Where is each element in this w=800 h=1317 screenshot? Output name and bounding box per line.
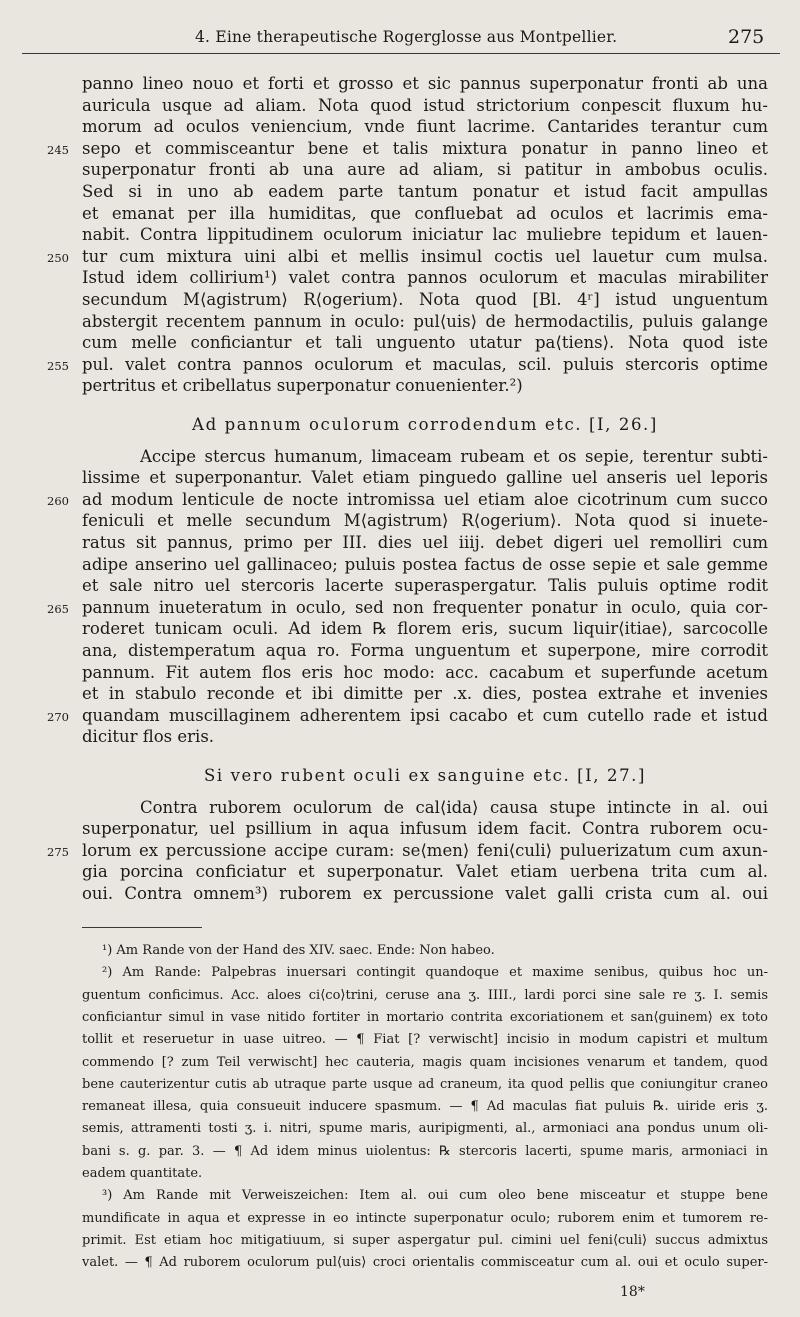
line-number: 250 — [47, 250, 69, 265]
text-line: ana, distemperatum aqua ro. Forma unguentum et superpone, mire corrodit — [82, 641, 768, 660]
text-line: pannum. Fit autem flos eris hoc modo: acc. cacabum et superfunde acetum — [82, 662, 768, 682]
footnote-line: ²) Am Rande: Palpebras inuersari contingit quandoque et maxime senibus, quibus hoc un- — [102, 965, 768, 981]
text-line: Contra ruborem oculorum de cal⟨ida⟩ causa stupe intincte in al. oui — [140, 797, 768, 817]
text-line: gia porcina conficiatur et superponatur. Valet etiam uerbena trita cum al. — [82, 862, 768, 882]
footnote-line: ¹) Am Rande von der Hand des XIV. saec. Ende: Non habeo. — [102, 943, 495, 958]
text-line: Istud idem collirium¹) valet contra pannos oculorum et maculas mirabiliter — [82, 268, 768, 288]
footnote-line: primit. Est etiam hoc mitigatiuum, si super aspergatur pul. cimini uel feni⟨culi⟩ succus admixtus — [82, 1232, 768, 1248]
footnote-line: eadem quantitate. — [82, 1166, 203, 1181]
signature-mark: 18* — [620, 1284, 645, 1300]
text-line: dicitur flos eris. — [82, 727, 215, 747]
footnote-line: valet. — ¶ Ad ruborem oculorum pul⟨uis⟩ croci orientalis commisceatur cum al. oui et oculo super- — [82, 1255, 768, 1271]
text-line: abstergit recentem pannum in oculo: pul⟨uis⟩ de hermodactilis, puluis galange — [82, 311, 768, 331]
footnote-line: tollit et reseruetur in uase uitreo. — ¶ Fiat [? verwischt] incisio in modum capistri et multum — [82, 1032, 768, 1048]
text-line: ad modum lenticule de nocte intromissa uel etiam aloe cicotrinum cum succo — [82, 489, 768, 509]
running-head — [0, 18, 800, 48]
text-line: Accipe stercus humanum, limaceam rubeam et os sepie, terentur subti- — [140, 446, 768, 466]
line-number: 255 — [47, 358, 69, 373]
header-rule — [22, 53, 780, 54]
text-line: et emanat per illa humiditas, que confluebat ad oculos et lacrimis ema- — [82, 203, 768, 223]
footnote-rule — [82, 927, 202, 928]
text-line: oui. Contra omnem³) ruborem ex percussione valet galli crista cum al. oui — [82, 884, 768, 903]
text-line: nabit. Contra lippitudinem oculorum iniciatur lac muliebre tepidum et lauen- — [82, 225, 768, 245]
text-line: superponatur fronti ab una aure ad aliam, si patitur in ambobus oculis. — [82, 160, 768, 180]
text-line: sepo et commisceantur bene et talis mixtura ponatur in panno lineo et — [82, 138, 768, 158]
section-heading: Ad pannum oculorum corrodendum etc. [I, 26.] — [192, 415, 658, 434]
footnote-line: mundificate in aqua et expresse in eo intincte superponatur oculo; ruborem enim et tumorem re- — [82, 1210, 768, 1226]
footnote-line: bani s. g. par. 3. — ¶ Ad idem minus uiolentus: ℞ stercoris lacerti, spume maris, armoniaci in — [82, 1143, 768, 1159]
text-line: et sale nitro uel stercoris lacerte superaspergatur. Talis puluis optime rodit — [82, 576, 768, 596]
text-line: morum ad oculos veniencium, vnde fiunt lacrime. Cantarides terantur cum — [82, 117, 768, 137]
text-line: superponatur, uel psillium in aqua infusum idem facit. Contra ruborem ocu- — [82, 819, 768, 839]
footnote-line: guentum conficimus. Acc. aloes ci⟨co⟩trini, ceruse ana ʒ. IIII., lardi porci sine sale re ʒ. I. semis — [82, 987, 768, 1003]
text-line: roderet tunicam oculi. Ad idem ℞ florem eris, sucum liquir⟨itiae⟩, sarcocolle — [82, 619, 768, 639]
text-line: pannum inueteratum in oculo, sed non frequenter ponatur in oculo, quia cor- — [82, 597, 768, 617]
line-number: 260 — [47, 493, 69, 508]
line-number: 265 — [47, 601, 69, 616]
text-line: et in stabulo reconde et ibi dimitte per .x. dies, postea extrahe et invenies — [82, 684, 768, 704]
text-line: quandam muscillaginem adherentem ipsi cacabo et cum cutello rade et istud — [82, 705, 768, 725]
text-line: panno lineo nouo et forti et grosso et sic pannus superponatur fronti ab una — [82, 74, 768, 93]
footnote-line: conficiantur simul in vase nitido fortiter in mortario contrita excoriationem et san⟨guinem⟩ ex toto — [82, 1009, 768, 1025]
footnote-line: bene cauterizentur cutis ab utraque parte usque ad craneum, ita quod pellis que coniungitur craneo — [82, 1076, 768, 1092]
line-number: 270 — [47, 709, 69, 724]
text-line: auricula usque ad aliam. Nota quod istud strictorium conpescit fluxum hu- — [82, 95, 768, 115]
running-head-title: 4. Eine therapeutische Rogerglosse aus Montpellier. — [195, 28, 618, 46]
line-number: 245 — [47, 142, 69, 157]
text-line: feniculi et melle secundum M⟨agistrum⟩ R⟨ogerium⟩. Nota quod si inuete- — [82, 511, 768, 531]
text-line: lorum ex percussione accipe curam: se⟨men⟩ feni⟨culi⟩ puluerizatum cum axun- — [82, 840, 768, 860]
page-number: 275 — [728, 26, 765, 48]
text-line: cum melle conficiantur et tali unguento utatur pa⟨tiens⟩. Nota quod iste — [82, 333, 768, 353]
text-line: adipe anserino uel gallinaceo; puluis postea factus de osse sepie et sale gemme — [82, 554, 768, 574]
text-line: ratus sit pannus, primo per III. dies uel iiij. debet digeri uel remolliri cum — [82, 533, 768, 552]
text-line: Sed si in uno ab eadem parte tantum ponatur et istud facit ampullas — [82, 182, 768, 201]
footnote-line: commendo [? zum Teil verwischt] hec cauteria, magis quam incisiones venarum et tandem, quod — [82, 1054, 768, 1070]
text-line: pul. valet contra pannos oculorum et maculas, scil. puluis stercoris optime — [82, 354, 768, 374]
section-heading: Si vero rubent oculi ex sanguine etc. [I, 27.] — [203, 766, 647, 785]
footnote-line: ³) Am Rande mit Verweiszeichen: Item al. oui cum oleo bene misceatur et stuppe bene — [102, 1188, 768, 1204]
text-line: tur cum mixtura uini albi et mellis insimul coctis uel lauetur cum mulsa. — [82, 246, 768, 266]
footnote-line: remaneat illesa, quia consueuit inducere spasmum. — ¶ Ad maculas fiat puluis ℞. uiride eris ʒ. — [82, 1099, 768, 1115]
text-line: pertritus et cribellatus superponatur conuenienter.²) — [82, 376, 523, 396]
text-line: secundum M⟨agistrum⟩ R⟨ogerium⟩. Nota quod [Bl. 4ʳ] istud unguentum — [82, 290, 768, 309]
text-line: lissime et superponantur. Valet etiam pinguedo galline uel anseris uel leporis — [82, 468, 768, 488]
footnote-line: semis, attramenti tosti ʒ. i. nitri, spume maris, auripigmenti, al., armoniaci ana pondus unum oli- — [82, 1121, 768, 1137]
line-number: 275 — [47, 844, 69, 859]
